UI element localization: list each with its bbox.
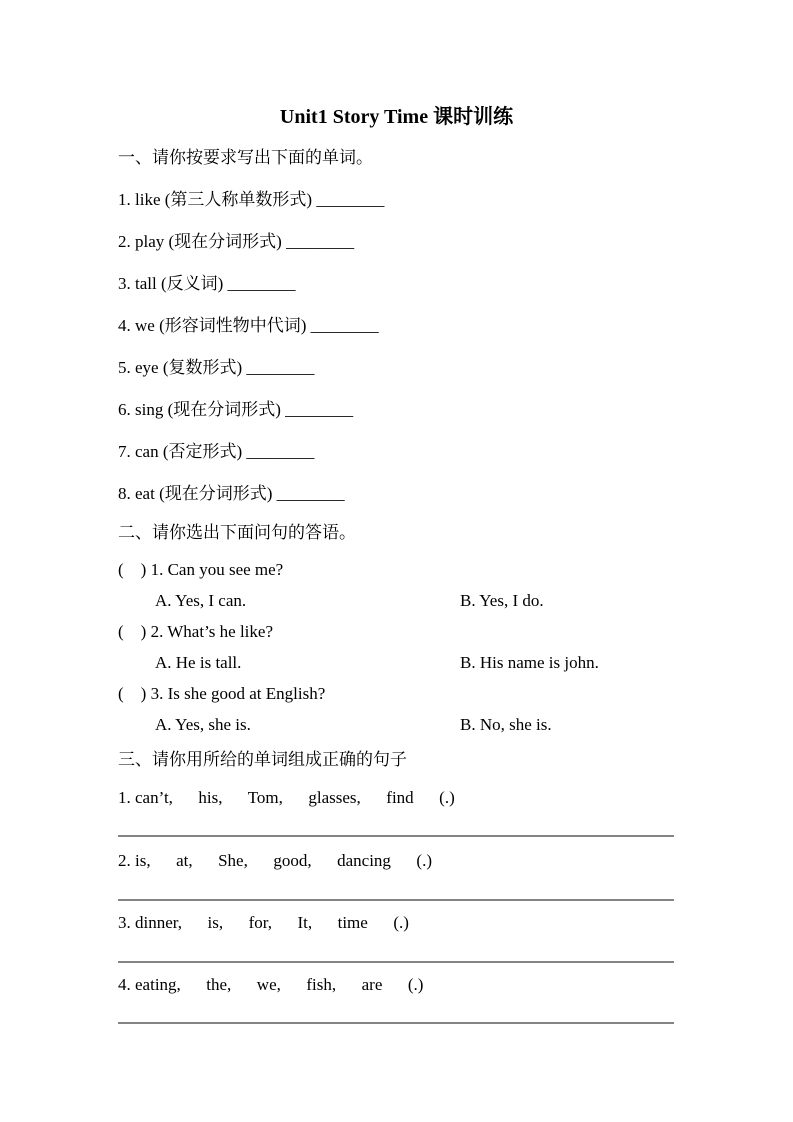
sentence-words-1: 1. can’t, his, Tom, glasses, find (.) [118, 788, 455, 807]
question-3-option-a: A. Yes, she is. [155, 715, 251, 734]
question-3: ( ) 3. Is she good at English? [118, 684, 326, 703]
question-3-options [0, 714, 793, 736]
worksheet-title: Unit1 Story Time 课时训练 [279, 106, 514, 128]
question-2-options [0, 652, 793, 674]
question-2-option-a: A. He is tall. [155, 653, 242, 672]
sentence-words-3: 3. dinner, is, for, It, time (.) [118, 913, 409, 932]
question-2: ( ) 2. What’s he like? [118, 622, 274, 641]
question-2-option-b: B. His name is john. [460, 653, 599, 672]
sentence-words-2: 2. is, at, She, good, dancing (.) [118, 851, 432, 870]
section1-item-2: 2. play (现在分词形式) ________ [118, 232, 355, 251]
section1-item-8: 8. eat (现在分词形式) ________ [118, 484, 345, 503]
section1-item-3: 3. tall (反义词) ________ [118, 274, 296, 293]
answer-line-2 [118, 899, 674, 901]
section1-item-6: 6. sing (现在分词形式) ________ [118, 400, 354, 419]
section1-item-4: 4. we (形容词性物中代词) ________ [118, 316, 379, 335]
answer-line-3 [118, 961, 674, 963]
question-1-option-b: B. Yes, I do. [460, 591, 544, 610]
section3-heading: 三、请你用所给的单词组成正确的句子 [118, 750, 407, 769]
question-1: ( ) 1. Can you see me? [118, 560, 284, 579]
question-1-option-a: A. Yes, I can. [155, 591, 247, 610]
section2-heading: 二、请你选出下面问句的答语。 [118, 523, 356, 542]
answer-line-4 [118, 1022, 674, 1024]
section1-item-5: 5. eye (复数形式) ________ [118, 358, 315, 377]
section1-item-7: 7. can (否定形式) ________ [118, 442, 315, 461]
question-1-options [0, 590, 793, 612]
section1-item-1: 1. like (第三人称单数形式) ________ [118, 190, 385, 209]
answer-line-1 [118, 835, 674, 837]
question-3-option-b: B. No, she is. [460, 715, 552, 734]
sentence-words-4: 4. eating, the, we, fish, are (.) [118, 975, 424, 994]
section1-heading: 一、请你按要求写出下面的单词。 [118, 148, 373, 167]
